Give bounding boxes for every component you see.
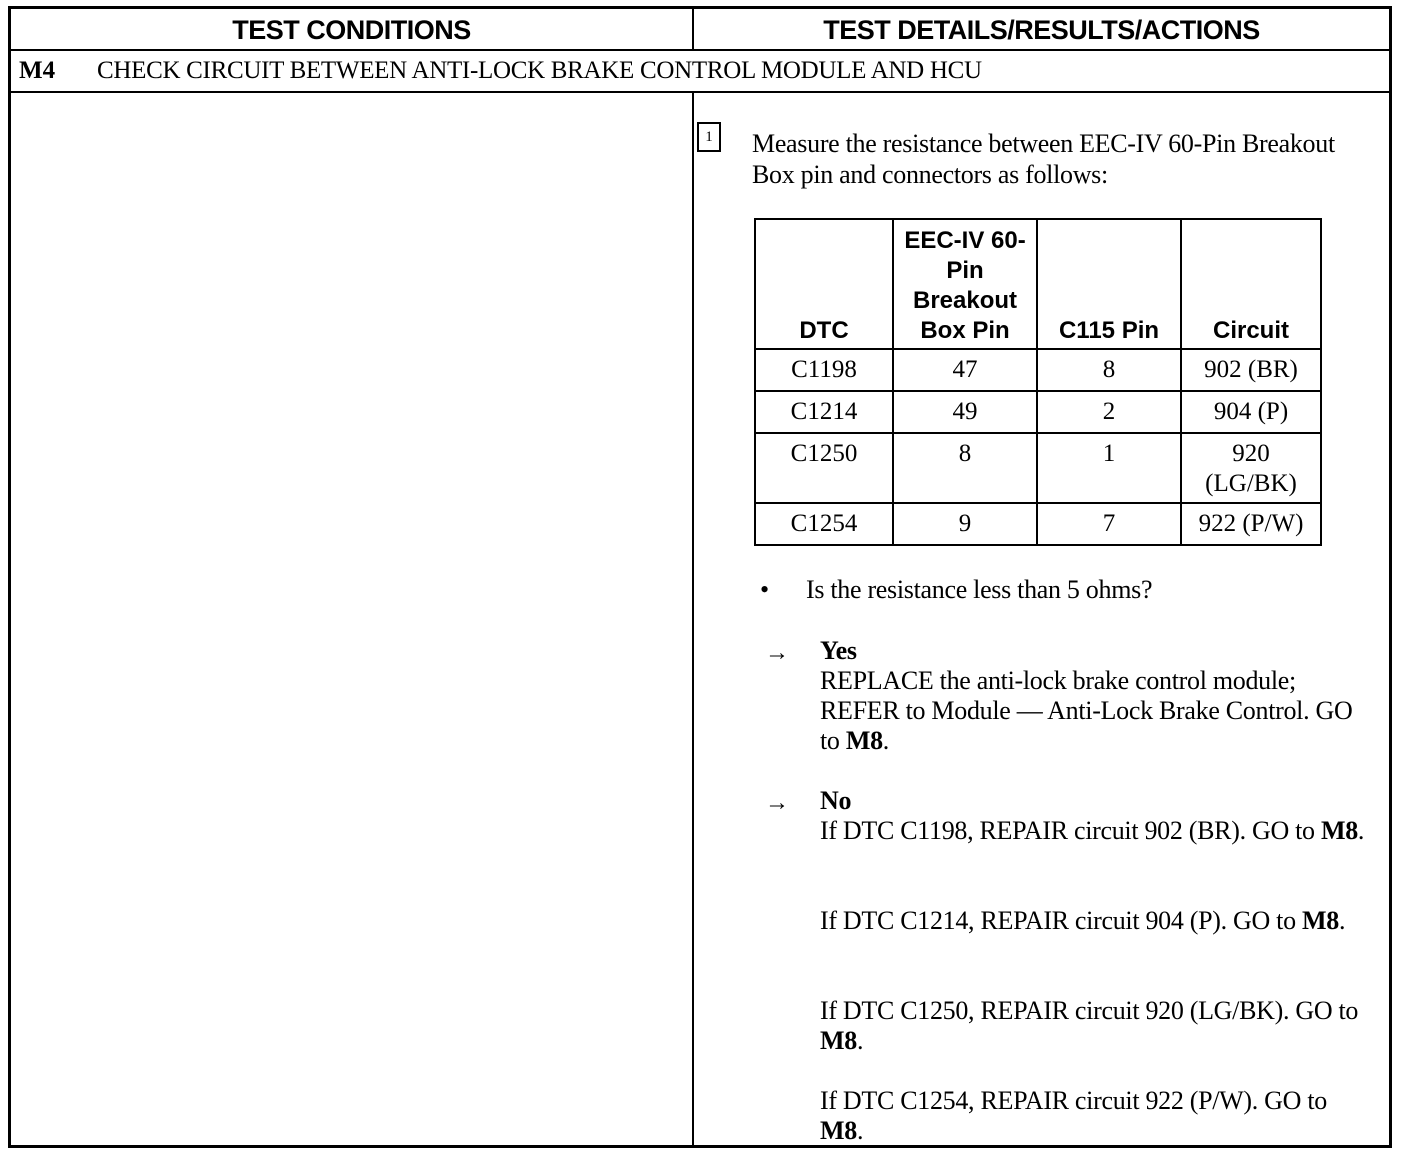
- cell-c115-pin: 7: [1037, 503, 1181, 545]
- step-code: M4: [19, 57, 56, 84]
- no-action-text: If DTC C1214, REPAIR circuit 904 (P). GO to: [820, 906, 1302, 935]
- no-goto: M8: [820, 1026, 857, 1055]
- step-title: CHECK CIRCUIT BETWEEN ANTI-LOCK BRAKE CONTROL MODULE AND HCU: [97, 57, 982, 84]
- cell-circuit: 920 (LG/BK): [1181, 433, 1321, 503]
- yes-goto: M8: [845, 726, 883, 755]
- no-action-text: If DTC C1198, REPAIR circuit 902 (BR). GO to: [820, 816, 1321, 845]
- table-row: [755, 391, 1321, 433]
- cell-breakout-pin: 8: [893, 433, 1037, 503]
- no-goto: M8: [1320, 816, 1358, 845]
- header-test-details: TEST DETAILS/RESULTS/ACTIONS: [823, 15, 1260, 45]
- no-action-end: .: [856, 1116, 864, 1145]
- cell-breakout-pin: 49: [893, 391, 1037, 433]
- column-divider-header: [692, 9, 694, 49]
- cell-circuit: 904 (P): [1181, 391, 1321, 433]
- no-action-text: If DTC C1254, REPAIR circuit 922 (P/W). GO to: [820, 1086, 1327, 1115]
- no-goto: M8: [820, 1116, 857, 1145]
- pin-table-header-circuit: Circuit: [1181, 219, 1321, 349]
- right-arrow-icon: →: [765, 640, 789, 666]
- pin-table-header-breakout-pin: EEC-IV 60-Pin Breakout Box Pin: [893, 219, 1037, 349]
- pin-table-header-row: [755, 219, 1321, 349]
- column-divider-body: [692, 93, 694, 1145]
- no-action-text: If DTC C1250, REPAIR circuit 920 (LG/BK). GO to: [820, 996, 1359, 1025]
- cell-dtc: C1254: [755, 503, 893, 545]
- question-text: Is the resistance less than 5 ohms?: [806, 575, 1153, 604]
- yes-label: Yes: [820, 636, 857, 665]
- cell-c115-pin: 8: [1037, 349, 1181, 391]
- no-action-end: .: [1338, 906, 1346, 935]
- cell-c115-pin: 2: [1037, 391, 1181, 433]
- no-action: [820, 906, 1365, 936]
- no-action: [820, 816, 1365, 846]
- table-row: [755, 433, 1321, 503]
- no-result: [820, 786, 1365, 846]
- no-action: [820, 1086, 1365, 1146]
- cell-dtc: C1214: [755, 391, 893, 433]
- pin-table: [754, 218, 1322, 546]
- cell-circuit: 922 (P/W): [1181, 503, 1321, 545]
- no-action: [820, 996, 1365, 1056]
- header-test-conditions: TEST CONDITIONS: [232, 15, 471, 45]
- cell-breakout-pin: 47: [893, 349, 1037, 391]
- no-action-end: .: [1357, 816, 1365, 845]
- cell-c115-pin: 1: [1037, 433, 1181, 503]
- no-action-end: .: [856, 1026, 864, 1055]
- substep-number-box: 1: [697, 122, 721, 152]
- cell-dtc: C1198: [755, 349, 893, 391]
- cell-circuit: 902 (BR): [1181, 349, 1321, 391]
- question-line: [760, 574, 1152, 606]
- step-title-row: [11, 51, 1389, 93]
- cell-dtc: C1250: [755, 433, 893, 503]
- yes-result: [820, 636, 1365, 756]
- no-goto: M8: [1302, 906, 1339, 935]
- no-label: No: [820, 786, 852, 815]
- cell-breakout-pin: 9: [893, 503, 1037, 545]
- pin-table-header-c115-pin: C115 Pin: [1037, 219, 1181, 349]
- table-header: [11, 9, 1389, 51]
- yes-action: [820, 666, 1365, 756]
- bullet-dot-icon: •: [760, 575, 769, 604]
- table-row: [755, 349, 1321, 391]
- pin-table-header-dtc: DTC: [755, 219, 893, 349]
- right-arrow-icon: →: [765, 790, 789, 816]
- yes-action-text: REPLACE the anti-lock brake control module; REFER to Module — Anti-Lock Brake Control. GO to: [820, 666, 1353, 755]
- table-row: [755, 503, 1321, 545]
- yes-action-end: .: [882, 726, 889, 755]
- substep-instruction: Measure the resistance between EEC-IV 60-Pin Breakout Box pin and connectors as follows:: [752, 129, 1335, 189]
